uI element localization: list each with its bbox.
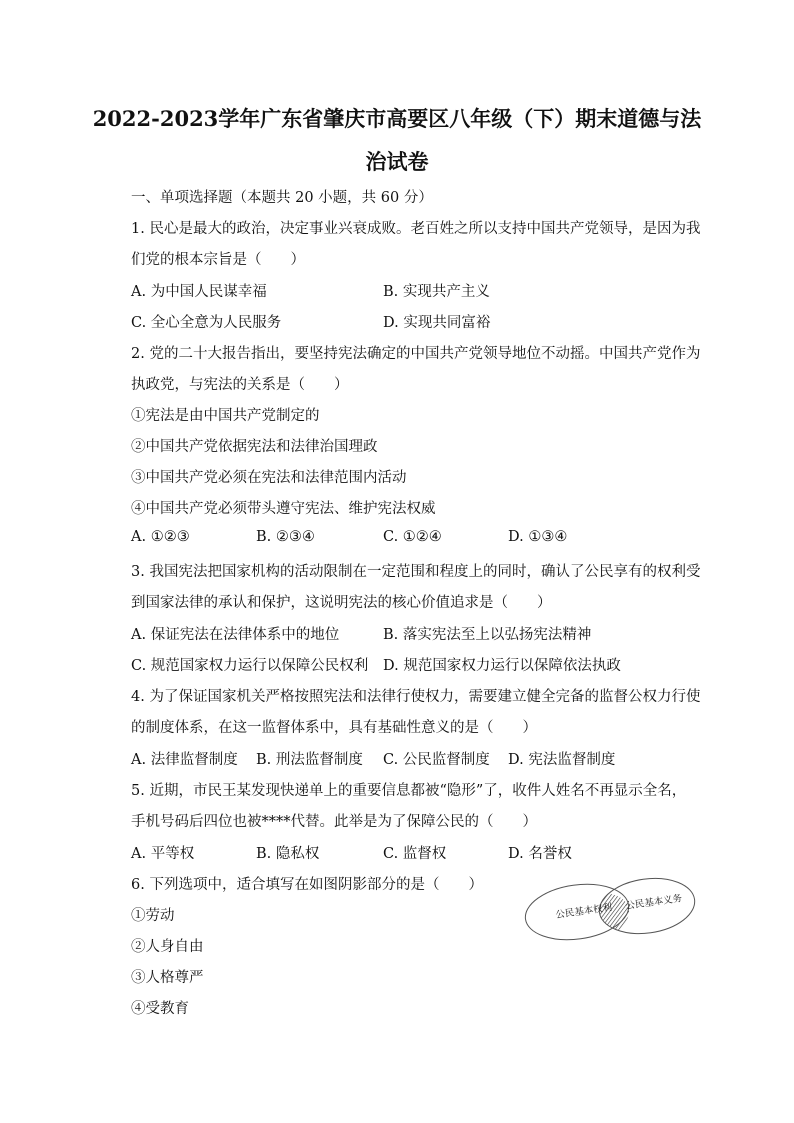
q1-stem-line2: 们党的根本宗旨是（ ） — [131, 252, 305, 268]
q5-stem-line1: 5. 近期，市民王某发现快递单上的重要信息都被“隐形”了，收件人姓名不再显示全名， — [131, 783, 687, 799]
q5-stem-line2: 手机号码后四位也被****代替。此举是为了保障公民的（ ） — [131, 814, 537, 830]
q2-option-c: C. ①②④ — [383, 529, 442, 545]
q6-statement-2: ②人身自由 — [131, 939, 204, 955]
q2-option-b: B. ②③④ — [256, 529, 315, 545]
venn-left-label: 公民基本权利 — [554, 902, 613, 921]
q1-option-b: B. 实现共产主义 — [383, 284, 490, 300]
q1-option-c: C. 全心全意为人民服务 — [131, 315, 282, 331]
q2-statement-2: ②中国共产党依据宪法和法律治国理政 — [131, 439, 378, 455]
exam-title-line2: 治试卷 — [365, 149, 429, 174]
q4-option-b: B. 刑法监督制度 — [256, 752, 363, 768]
q1-option-d: D. 实现共同富裕 — [383, 315, 491, 331]
q5-option-a: A. 平等权 — [131, 846, 195, 862]
q2-option-a: A. ①②③ — [131, 529, 190, 545]
q3-option-b: B. 落实宪法至上以弘扬宪法精神 — [383, 627, 592, 643]
q3-stem-line1: 3. 我国宪法把国家机构的活动限制在一定范围和程度上的同时，确认了公民享有的权利受 — [131, 564, 701, 580]
q5-option-b: B. 隐私权 — [256, 846, 320, 862]
q2-statement-4: ④中国共产党必须带头遵守宪法、维护宪法权威 — [131, 501, 436, 517]
q2-statement-3: ③中国共产党必须在宪法和法律范围内活动 — [131, 470, 407, 486]
q4-stem-line2: 的制度体系，在这一监督体系中，具有基础性意义的是（ ） — [131, 720, 537, 736]
q4-option-d: D. 宪法监督制度 — [508, 752, 616, 768]
q2-stem-line2: 执政党，与宪法的关系是（ ） — [131, 377, 349, 393]
q1-stem-line1: 1. 民心是最大的政治，决定事业兴衰成败。老百姓之所以支持中国共产党领导，是因为我 — [131, 221, 701, 237]
q5-option-d: D. 名誉权 — [508, 846, 572, 862]
q3-option-d: D. 规范国家权力运行以保障依法执政 — [383, 658, 621, 674]
q3-stem-line2: 到国家法律的承认和保护，这说明宪法的核心价值追求是（ ） — [131, 595, 552, 611]
q2-stem-line1: 2. 党的二十大报告指出，要坚持宪法确定的中国共产党领导地位不动摇。中国共产党作为 — [131, 346, 701, 362]
venn-diagram — [522, 866, 697, 946]
q2-statement-1: ①宪法是由中国共产党制定的 — [131, 408, 320, 424]
q5-option-c: C. 监督权 — [383, 846, 447, 862]
q2-option-d: D. ①③④ — [508, 529, 568, 545]
q3-option-a: A. 保证宪法在法律体系中的地位 — [131, 627, 340, 643]
q6-statement-4: ④受教育 — [131, 1001, 189, 1017]
q6-statement-3: ③人格尊严 — [131, 970, 204, 986]
section-heading: 一、单项选择题（本题共 20 小题，共 60 分） — [131, 190, 433, 206]
exam-title-line1: 2022-2023学年广东省肇庆市高要区八年级（下）期末道德与法 — [92, 106, 702, 131]
q4-stem-line1: 4. 为了保证国家机关严格按照宪法和法律行使权力，需要建立健全完备的监督公权力行使 — [131, 689, 701, 705]
q4-option-c: C. 公民监督制度 — [383, 752, 490, 768]
q6-statement-1: ①劳动 — [131, 908, 175, 924]
venn-right-label: 公民基本义务 — [624, 893, 683, 912]
q6-stem-line1: 6. 下列选项中，适合填写在如图阴影部分的是（ ） — [131, 877, 483, 893]
q4-option-a: A. 法律监督制度 — [131, 752, 238, 768]
q1-option-a: A. 为中国人民谋幸福 — [131, 284, 267, 300]
q3-option-c: C. 规范国家权力运行以保障公民权利 — [131, 658, 369, 674]
